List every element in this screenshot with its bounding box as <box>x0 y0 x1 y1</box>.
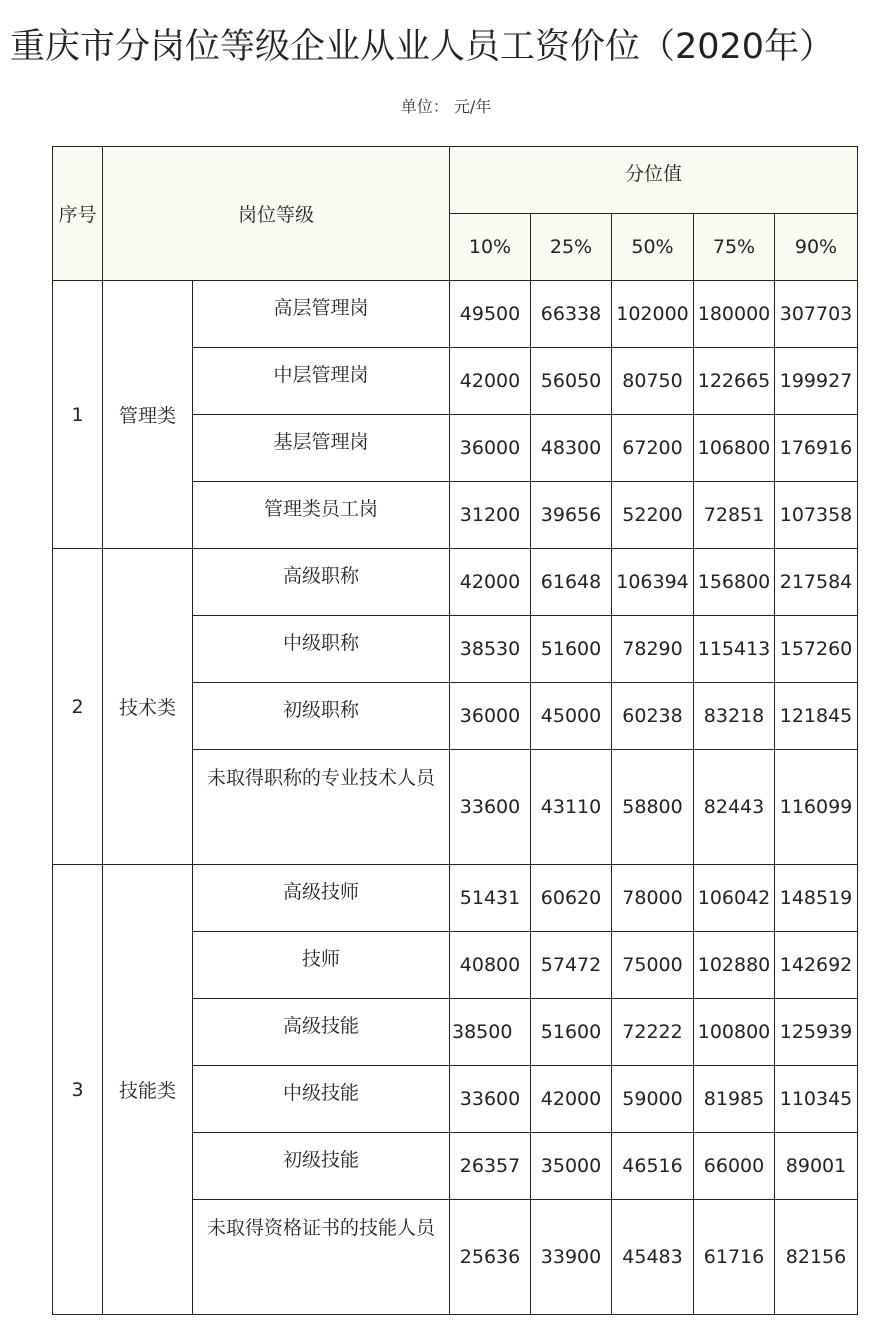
value-cell: 38500 <box>450 999 531 1066</box>
value-cell: 59000 <box>612 1066 694 1133</box>
value-cell: 72851 <box>694 482 775 549</box>
value-cell: 45000 <box>531 683 612 750</box>
value-cell: 26357 <box>450 1133 531 1200</box>
value-cell: 51431 <box>450 865 531 932</box>
value-cell: 67200 <box>612 415 694 482</box>
value-cell: 180000 <box>694 281 775 348</box>
value-cell: 38530 <box>450 616 531 683</box>
value-cell: 61648 <box>531 549 612 616</box>
value-cell: 35000 <box>531 1133 612 1200</box>
value-cell: 82156 <box>775 1200 858 1315</box>
position-name: 中层管理岗 <box>193 348 450 415</box>
value-cell: 115413 <box>694 616 775 683</box>
value-cell: 72222 <box>612 999 694 1066</box>
value-cell: 89001 <box>775 1133 858 1200</box>
position-name: 中级技能 <box>193 1066 450 1133</box>
wage-table <box>52 146 858 1315</box>
value-cell: 51600 <box>531 616 612 683</box>
value-cell: 116099 <box>775 750 858 865</box>
value-cell: 125939 <box>775 999 858 1066</box>
value-cell: 100800 <box>694 999 775 1066</box>
value-cell: 61716 <box>694 1200 775 1315</box>
value-cell: 102000 <box>612 281 694 348</box>
value-cell: 75000 <box>612 932 694 999</box>
position-name: 中级职称 <box>193 616 450 683</box>
value-cell: 31200 <box>450 482 531 549</box>
value-cell: 217584 <box>775 549 858 616</box>
value-cell: 42000 <box>531 1066 612 1133</box>
value-cell: 36000 <box>450 683 531 750</box>
value-cell: 156800 <box>694 549 775 616</box>
header-seq: 序号 <box>53 147 103 281</box>
group-seq: 1 <box>53 281 103 549</box>
position-name: 初级技能 <box>193 1133 450 1200</box>
value-cell: 106394 <box>612 549 694 616</box>
value-cell: 80750 <box>612 348 694 415</box>
value-cell: 107358 <box>775 482 858 549</box>
position-name: 高级技能 <box>193 999 450 1066</box>
position-name: 未取得资格证书的技能人员 <box>193 1200 450 1315</box>
group-category: 管理类 <box>103 281 193 549</box>
value-cell: 307703 <box>775 281 858 348</box>
position-name: 高级职称 <box>193 549 450 616</box>
value-cell: 58800 <box>612 750 694 865</box>
value-cell: 83218 <box>694 683 775 750</box>
header-level: 岗位等级 <box>103 147 450 281</box>
value-cell: 66000 <box>694 1133 775 1200</box>
value-cell: 39656 <box>531 482 612 549</box>
group-seq: 2 <box>53 549 103 865</box>
wage-table-body <box>53 147 858 1315</box>
value-cell: 40800 <box>450 932 531 999</box>
value-cell: 106800 <box>694 415 775 482</box>
group-category: 技能类 <box>103 865 193 1315</box>
value-cell: 45483 <box>612 1200 694 1315</box>
value-cell: 66338 <box>531 281 612 348</box>
value-cell: 56050 <box>531 348 612 415</box>
value-cell: 199927 <box>775 348 858 415</box>
value-cell: 148519 <box>775 865 858 932</box>
value-cell: 33600 <box>450 750 531 865</box>
header-percentile-25: 25% <box>531 214 612 281</box>
value-cell: 78290 <box>612 616 694 683</box>
header-percentile-75: 75% <box>694 214 775 281</box>
position-name: 管理类员工岗 <box>193 482 450 549</box>
unit-label: 单位： 元/年 <box>400 97 492 116</box>
position-name: 高级技师 <box>193 865 450 932</box>
value-cell: 33900 <box>531 1200 612 1315</box>
value-cell: 110345 <box>775 1066 858 1133</box>
value-cell: 157260 <box>775 616 858 683</box>
value-cell: 49500 <box>450 281 531 348</box>
table-row <box>53 281 858 348</box>
table-row <box>53 549 858 616</box>
value-cell: 57472 <box>531 932 612 999</box>
value-cell: 42000 <box>450 549 531 616</box>
value-cell: 142692 <box>775 932 858 999</box>
header-percentile-10: 10% <box>450 214 531 281</box>
value-cell: 60238 <box>612 683 694 750</box>
header-percentile: 分位值 <box>450 147 858 214</box>
value-cell: 48300 <box>531 415 612 482</box>
position-name: 技师 <box>193 932 450 999</box>
value-cell: 78000 <box>612 865 694 932</box>
group-category: 技术类 <box>103 549 193 865</box>
position-name: 未取得职称的专业技术人员 <box>193 750 450 865</box>
value-cell: 82443 <box>694 750 775 865</box>
position-name: 初级职称 <box>193 683 450 750</box>
header-percentile-50: 50% <box>612 214 694 281</box>
position-name: 高层管理岗 <box>193 281 450 348</box>
group-seq: 3 <box>53 865 103 1315</box>
header-percentile-90: 90% <box>775 214 858 281</box>
value-cell: 122665 <box>694 348 775 415</box>
header-row <box>53 147 858 214</box>
value-cell: 121845 <box>775 683 858 750</box>
value-cell: 33600 <box>450 1066 531 1133</box>
value-cell: 102880 <box>694 932 775 999</box>
value-cell: 42000 <box>450 348 531 415</box>
value-cell: 36000 <box>450 415 531 482</box>
page-title: 重庆市分岗位等级企业从业人员工资价位（2020年） <box>10 27 835 67</box>
value-cell: 176916 <box>775 415 858 482</box>
value-cell: 52200 <box>612 482 694 549</box>
value-cell: 51600 <box>531 999 612 1066</box>
position-name: 基层管理岗 <box>193 415 450 482</box>
value-cell: 81985 <box>694 1066 775 1133</box>
table-row <box>53 865 858 932</box>
value-cell: 25636 <box>450 1200 531 1315</box>
value-cell: 60620 <box>531 865 612 932</box>
value-cell: 106042 <box>694 865 775 932</box>
value-cell: 43110 <box>531 750 612 865</box>
value-cell: 46516 <box>612 1133 694 1200</box>
